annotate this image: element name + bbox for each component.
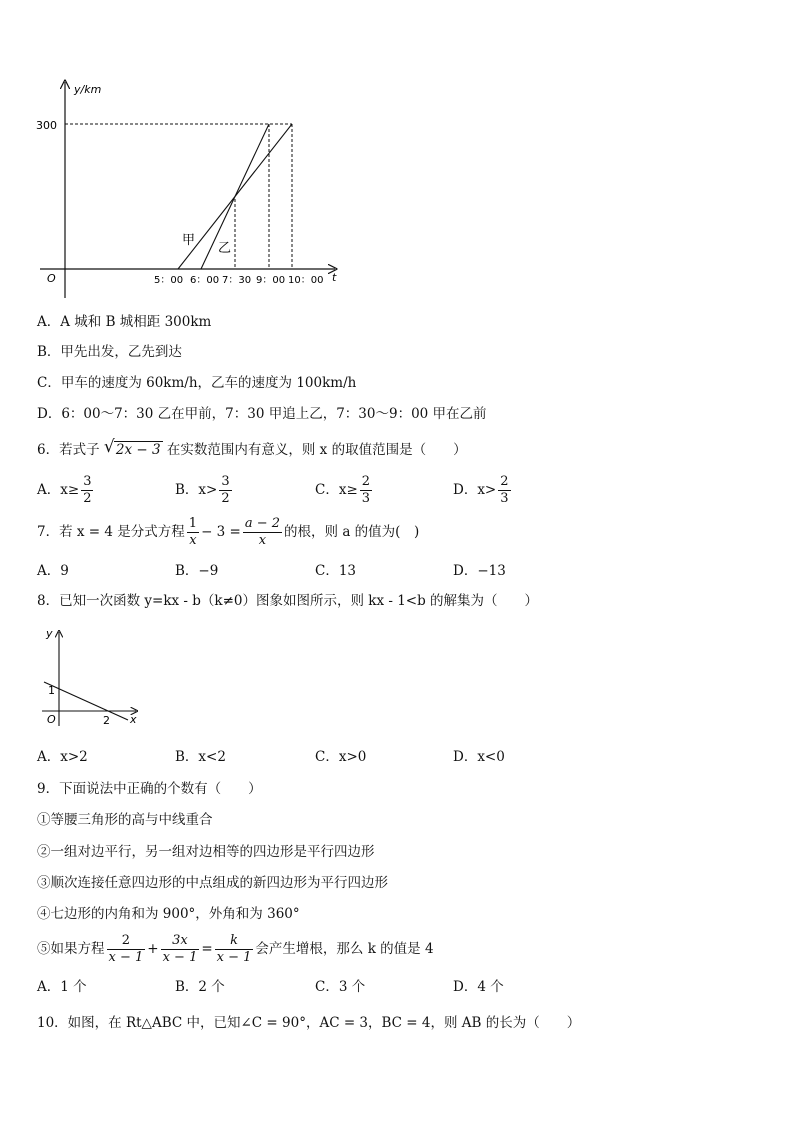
q8-option-d: D．x<0 (453, 749, 505, 765)
q6-d-pre: D．x> (453, 482, 497, 498)
q7-f2-den: x (258, 533, 267, 548)
x-tick-1000: 10：00 (288, 275, 324, 286)
q6-c-num: 2 (361, 474, 371, 489)
origin-label: O (47, 272, 56, 285)
q8-option-b: B．x<2 (175, 749, 226, 765)
q9-frac-3 (215, 933, 254, 966)
q6-a-den: 2 (83, 491, 92, 506)
distance-time-graph (30, 78, 350, 303)
line-yi (201, 124, 269, 269)
q6-c-frac (360, 474, 372, 507)
q6-d-num: 2 (500, 474, 509, 489)
q9-statement-1: ①等腰三角形的高与中线重合 (37, 812, 213, 828)
q5-option-d: D．6：00～7：30 乙在甲前，7：30 甲追上乙，7：30～9：00 甲在乙前 (37, 406, 487, 422)
q6-a-pre: A．x≥ (37, 482, 80, 498)
q8-option-a: A．x>2 (37, 749, 88, 765)
q10-stem: 10．如图，在 Rt△ABC 中，已知∠C = 90°，AC = 3，BC = 4，则 AB 的长为（ ） (37, 1015, 581, 1031)
q6-option-a (37, 474, 95, 507)
graph2-y-label: y (46, 627, 53, 640)
q9-statement-3: ③顺次连接任意四边形的中点组成的新四边形为平行四边形 (37, 875, 388, 891)
q5-option-b: B．甲先出发，乙先到达 (37, 344, 182, 360)
q7-frac-2 (243, 516, 282, 549)
x-tick-900: 9：00 (256, 275, 286, 286)
q9-stem: 9．下面说法中正确的个数有（ ） (37, 781, 262, 797)
q6-b-pre: B．x> (175, 482, 218, 498)
q9-f3-num: k (215, 933, 254, 950)
q9-s5-post: 会产生增根，那么 k 的值是 4 (255, 941, 434, 957)
q7-option-d: D．−13 (453, 563, 506, 579)
q6-d-den: 3 (500, 491, 509, 506)
q9-plus: + (147, 941, 159, 957)
q7-option-c: C．13 (315, 563, 357, 579)
q9-statement-2: ②一组对边平行，另一组对边相等的四边形是平行四边形 (37, 844, 375, 860)
q9-f3-den: x − 1 (216, 950, 252, 965)
x-axis-label: t (332, 271, 337, 284)
q6-c-den: 3 (361, 491, 371, 506)
q9-f1-num: 2 (107, 933, 146, 950)
q9-f1-den: x − 1 (108, 950, 144, 965)
label-jia: 甲 (182, 233, 196, 248)
linear-function-graph (36, 624, 146, 730)
q6-option-b (175, 474, 234, 507)
q6-stem (37, 437, 467, 459)
x-tick-730: 7：30 (222, 275, 252, 286)
q6-sqrt (103, 437, 163, 459)
q9-option-c: C．3 个 (315, 979, 366, 995)
q7-stem (37, 516, 419, 549)
q9-f2-den: x − 1 (162, 950, 198, 965)
q7-frac-1 (187, 516, 199, 549)
q6-a-num: 3 (83, 474, 92, 489)
y-tick-300: 300 (36, 119, 57, 132)
q8-option-c: C．x>0 (315, 749, 367, 765)
radical-sign: √ (103, 437, 115, 457)
q9-statement-4: ④七边形的内角和为 900°，外角和为 360° (37, 906, 300, 922)
q9-option-b: B．2 个 (175, 979, 225, 995)
q6-b-frac (219, 474, 231, 507)
graph2-origin: O (47, 713, 56, 726)
x-tick-600: 6：00 (190, 275, 220, 286)
q5-option-c: C．甲车的速度为 60km/h，乙车的速度为 100km/h (37, 375, 357, 391)
q7-option-b: B．−9 (175, 563, 219, 579)
q9-f2-num: 3x (161, 933, 200, 950)
y-axis-label: y/km (74, 83, 102, 96)
q7-f2-num: a − 2 (244, 516, 281, 531)
graph2-x-label: x (130, 713, 137, 726)
q6-stem-post: 在实数范围内有意义，则 x 的取值范围是（ ） (166, 442, 467, 458)
q6-c-pre: C．x≥ (315, 482, 358, 498)
x-tick-500: 5：00 (154, 275, 184, 286)
q9-frac-2 (161, 933, 200, 966)
q6-radicand: 2x − 3 (115, 442, 161, 458)
q6-b-den: 2 (221, 491, 230, 506)
q9-s5-pre: ⑤如果方程 (37, 941, 105, 957)
q6-stem-pre: 6．若式子 (37, 442, 100, 458)
q9-statement-5 (37, 933, 434, 966)
q6-option-d (453, 474, 513, 507)
q6-b-num: 3 (221, 474, 230, 489)
q7-mid: − 3 = (201, 524, 241, 540)
q6-d-frac (498, 474, 510, 507)
q6-option-c (315, 474, 374, 507)
q9-frac-1 (107, 933, 146, 966)
graph2-line (44, 682, 128, 720)
q7-f1-num: 1 (188, 516, 198, 531)
q7-f1-den: x (189, 533, 197, 548)
q9-option-d: D．4 个 (453, 979, 504, 995)
graph2-intercept-1: 1 (48, 684, 55, 697)
q6-a-frac (81, 474, 93, 507)
q7-option-a: A．9 (37, 563, 69, 579)
q8-stem: 8．已知一次函数 y=kx - b（k≠0）图象如图所示，则 kx - 1<b 的解集为（ ） (37, 593, 539, 609)
q9-eq: = (201, 941, 213, 957)
q9-option-a: A．1 个 (37, 979, 87, 995)
q7-stem-post: 的根，则 a 的值为( ) (284, 524, 420, 540)
graph2-intercept-2: 2 (103, 714, 110, 727)
q7-stem-pre: 7．若 x = 4 是分式方程 (37, 524, 185, 540)
label-yi: 乙 (218, 241, 232, 256)
q5-option-a: A．A 城和 B 城相距 300km (37, 314, 212, 330)
